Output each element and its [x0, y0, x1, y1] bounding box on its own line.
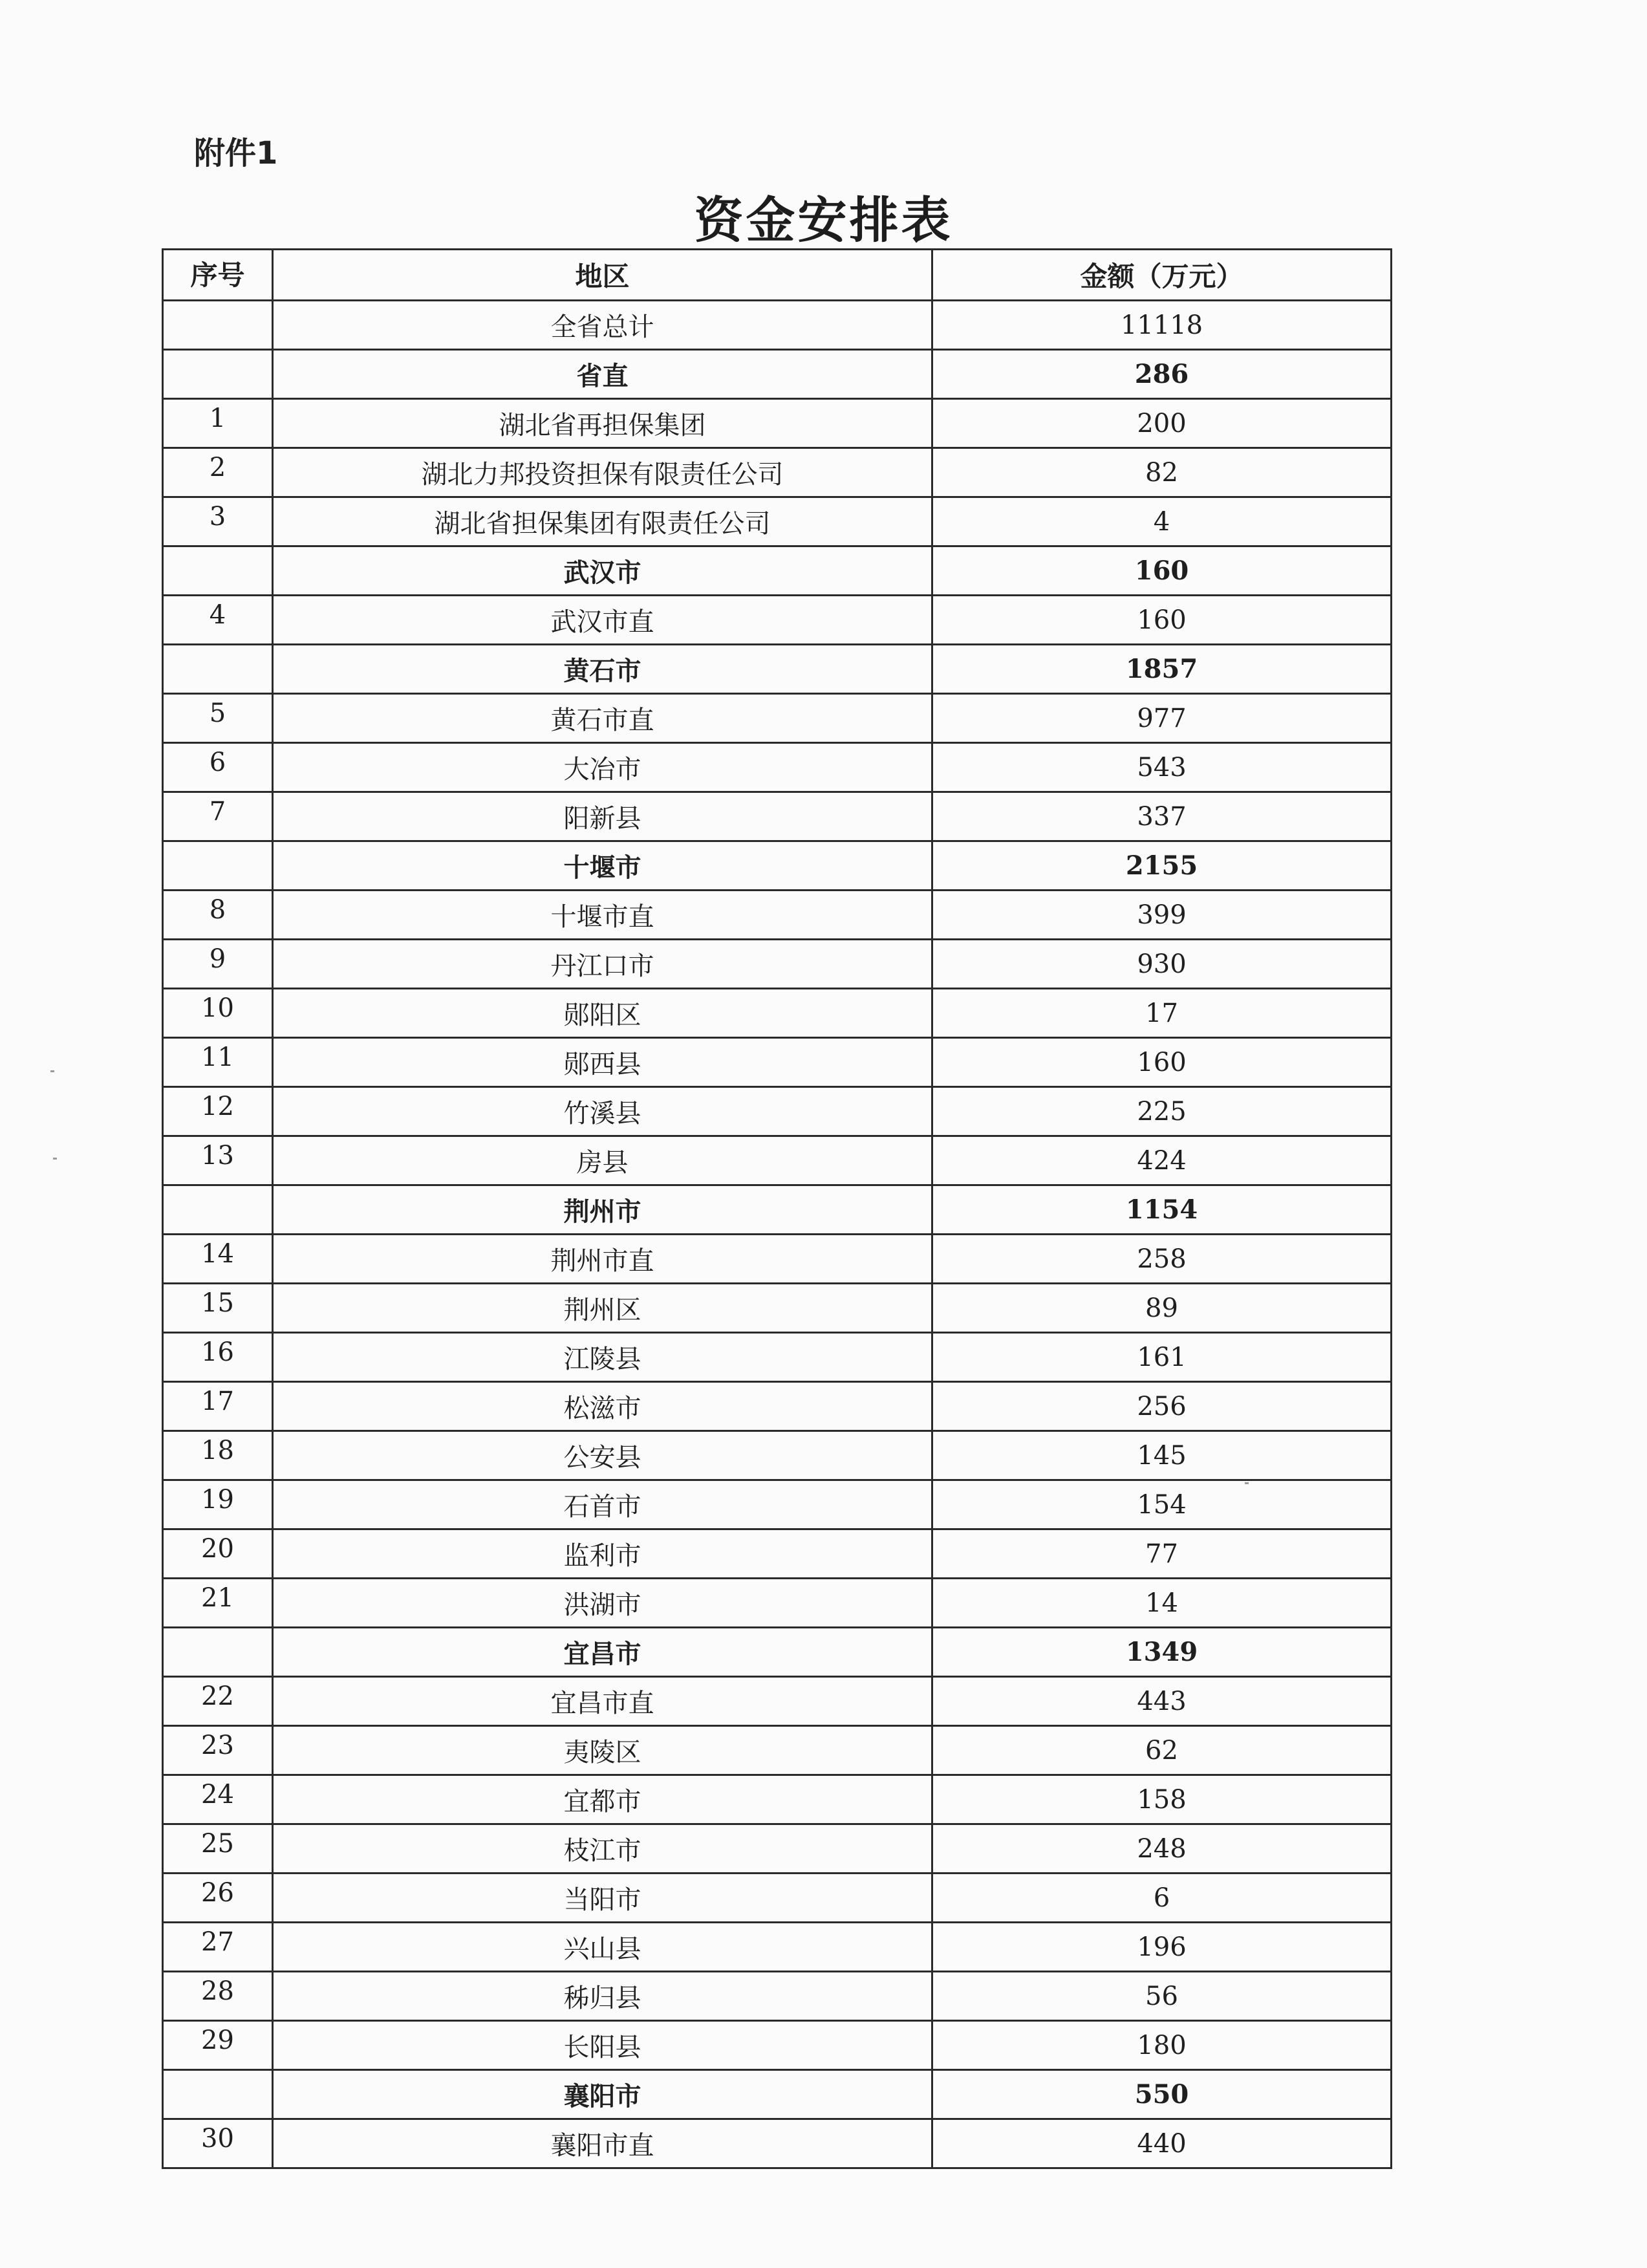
cell-no: 23 [163, 1726, 273, 1775]
cell-no: 7 [163, 792, 273, 841]
table-row [163, 940, 1392, 989]
cell-no [163, 841, 273, 891]
cell-region: 湖北力邦投资担保有限责任公司 [273, 448, 932, 497]
header-amount: 金额（万元） [932, 250, 1392, 301]
cell-no: 10 [163, 989, 273, 1038]
cell-amount: 550 [932, 2070, 1392, 2119]
cell-region: 荆州市直 [273, 1235, 932, 1284]
cell-region: 宜都市 [273, 1775, 932, 1824]
cell-region: 武汉市 [273, 546, 932, 596]
cell-region: 省直 [273, 350, 932, 399]
cell-region: 秭归县 [273, 1972, 932, 2021]
cell-no: 3 [163, 497, 273, 546]
cell-no: 4 [163, 596, 273, 645]
cell-amount: 56 [932, 1972, 1392, 2021]
table-row [163, 1972, 1392, 2021]
funds-table [162, 248, 1392, 2169]
cell-amount: 543 [932, 743, 1392, 792]
table-row [163, 1431, 1392, 1480]
table-subtotal-row [163, 841, 1392, 891]
cell-region: 阳新县 [273, 792, 932, 841]
cell-no: 27 [163, 1923, 273, 1972]
cell-region: 湖北省担保集团有限责任公司 [273, 497, 932, 546]
table-row [163, 1923, 1392, 1972]
cell-amount: 1857 [932, 645, 1392, 694]
cell-amount: 440 [932, 2119, 1392, 2168]
cell-region: 当阳市 [273, 1874, 932, 1923]
table-row [163, 497, 1392, 546]
cell-no: 14 [163, 1235, 273, 1284]
cell-no [163, 301, 273, 350]
cell-amount: 424 [932, 1136, 1392, 1185]
cell-amount: 62 [932, 1726, 1392, 1775]
cell-no: 26 [163, 1874, 273, 1923]
table-row [163, 743, 1392, 792]
table-subtotal-row [163, 1628, 1392, 1677]
table-row [163, 596, 1392, 645]
scan-speck [1245, 1482, 1249, 1484]
cell-region: 夷陵区 [273, 1726, 932, 1775]
table-row [163, 1726, 1392, 1775]
cell-amount: 145 [932, 1431, 1392, 1480]
cell-amount: 443 [932, 1677, 1392, 1726]
table-row [163, 1579, 1392, 1628]
table-row [163, 1136, 1392, 1185]
cell-region: 黄石市 [273, 645, 932, 694]
cell-region: 湖北省再担保集团 [273, 399, 932, 448]
cell-no: 12 [163, 1087, 273, 1136]
cell-region: 郧阳区 [273, 989, 932, 1038]
cell-no: 5 [163, 694, 273, 743]
cell-no: 17 [163, 1382, 273, 1431]
cell-amount: 196 [932, 1923, 1392, 1972]
cell-amount: 17 [932, 989, 1392, 1038]
table-row [163, 1038, 1392, 1087]
table-row [163, 1874, 1392, 1923]
cell-region: 兴山县 [273, 1923, 932, 1972]
table-row [163, 399, 1392, 448]
cell-no: 18 [163, 1431, 273, 1480]
cell-no: 15 [163, 1284, 273, 1333]
cell-amount: 399 [932, 891, 1392, 940]
table-row [163, 1824, 1392, 1874]
cell-region: 松滋市 [273, 1382, 932, 1431]
table-subtotal-row [163, 350, 1392, 399]
cell-amount: 225 [932, 1087, 1392, 1136]
table-row [163, 448, 1392, 497]
cell-amount: 1154 [932, 1185, 1392, 1235]
cell-amount: 161 [932, 1333, 1392, 1382]
cell-region: 武汉市直 [273, 596, 932, 645]
cell-no: 6 [163, 743, 273, 792]
cell-no: 30 [163, 2119, 273, 2168]
table-subtotal-row [163, 2070, 1392, 2119]
cell-amount: 89 [932, 1284, 1392, 1333]
table-row [163, 694, 1392, 743]
table-row [163, 2021, 1392, 2070]
cell-no: 1 [163, 399, 273, 448]
cell-no: 22 [163, 1677, 273, 1726]
cell-amount: 11118 [932, 301, 1392, 350]
cell-amount: 930 [932, 940, 1392, 989]
cell-no: 19 [163, 1480, 273, 1529]
table-row [163, 891, 1392, 940]
cell-region: 荆州区 [273, 1284, 932, 1333]
cell-no: 20 [163, 1529, 273, 1579]
cell-region: 监利市 [273, 1529, 932, 1579]
cell-region: 全省总计 [273, 301, 932, 350]
cell-amount: 160 [932, 1038, 1392, 1087]
cell-no: 13 [163, 1136, 273, 1185]
table-body [163, 301, 1392, 2168]
cell-amount: 14 [932, 1579, 1392, 1628]
cell-region: 郧西县 [273, 1038, 932, 1087]
scan-speck [53, 1158, 57, 1160]
cell-amount: 82 [932, 448, 1392, 497]
cell-amount: 158 [932, 1775, 1392, 1824]
cell-region: 大冶市 [273, 743, 932, 792]
cell-region: 襄阳市 [273, 2070, 932, 2119]
table-row [163, 2119, 1392, 2168]
cell-no: 29 [163, 2021, 273, 2070]
cell-region: 宜昌市 [273, 1628, 932, 1677]
cell-region: 公安县 [273, 1431, 932, 1480]
cell-region: 十堰市 [273, 841, 932, 891]
cell-amount: 77 [932, 1529, 1392, 1579]
cell-no: 8 [163, 891, 273, 940]
table-row [163, 1087, 1392, 1136]
table-header-row [163, 250, 1392, 301]
table-row [163, 989, 1392, 1038]
cell-amount: 180 [932, 2021, 1392, 2070]
scan-speck [50, 1070, 54, 1072]
cell-amount: 2155 [932, 841, 1392, 891]
cell-amount: 248 [932, 1824, 1392, 1874]
cell-region: 襄阳市直 [273, 2119, 932, 2168]
table-subtotal-row [163, 1185, 1392, 1235]
cell-no [163, 350, 273, 399]
cell-amount: 337 [932, 792, 1392, 841]
cell-amount: 4 [932, 497, 1392, 546]
table-row [163, 1529, 1392, 1579]
cell-region: 江陵县 [273, 1333, 932, 1382]
cell-region: 荆州市 [273, 1185, 932, 1235]
cell-amount: 286 [932, 350, 1392, 399]
cell-no [163, 645, 273, 694]
header-region: 地区 [273, 250, 932, 301]
cell-no: 9 [163, 940, 273, 989]
document-title: 资金安排表 [694, 191, 953, 249]
cell-amount: 256 [932, 1382, 1392, 1431]
cell-region: 丹江口市 [273, 940, 932, 989]
cell-no: 28 [163, 1972, 273, 2021]
cell-amount: 154 [932, 1480, 1392, 1529]
cell-region: 竹溪县 [273, 1087, 932, 1136]
cell-no: 21 [163, 1579, 273, 1628]
table-row [163, 1284, 1392, 1333]
table-row [163, 1775, 1392, 1824]
cell-region: 十堰市直 [273, 891, 932, 940]
cell-no [163, 546, 273, 596]
cell-amount: 200 [932, 399, 1392, 448]
cell-region: 房县 [273, 1136, 932, 1185]
cell-region: 枝江市 [273, 1824, 932, 1874]
table-row [163, 1382, 1392, 1431]
cell-region: 石首市 [273, 1480, 932, 1529]
cell-no: 2 [163, 448, 273, 497]
table-subtotal-row [163, 546, 1392, 596]
cell-region: 黄石市直 [273, 694, 932, 743]
cell-amount: 258 [932, 1235, 1392, 1284]
cell-no: 11 [163, 1038, 273, 1087]
table-row [163, 1235, 1392, 1284]
attachment-label: 附件1 [194, 135, 278, 171]
cell-region: 长阳县 [273, 2021, 932, 2070]
header-no: 序号 [163, 250, 273, 301]
cell-no: 25 [163, 1824, 273, 1874]
cell-amount: 6 [932, 1874, 1392, 1923]
table-row [163, 1677, 1392, 1726]
cell-no: 16 [163, 1333, 273, 1382]
cell-amount: 160 [932, 546, 1392, 596]
table-row [163, 1333, 1392, 1382]
cell-amount: 977 [932, 694, 1392, 743]
cell-region: 洪湖市 [273, 1579, 932, 1628]
cell-no [163, 1628, 273, 1677]
table-row [163, 792, 1392, 841]
cell-amount: 1349 [932, 1628, 1392, 1677]
table-subtotal-row [163, 645, 1392, 694]
table-row [163, 1480, 1392, 1529]
cell-amount: 160 [932, 596, 1392, 645]
cell-region: 宜昌市直 [273, 1677, 932, 1726]
cell-no [163, 1185, 273, 1235]
cell-no: 24 [163, 1775, 273, 1824]
cell-no [163, 2070, 273, 2119]
table-row [163, 301, 1392, 350]
